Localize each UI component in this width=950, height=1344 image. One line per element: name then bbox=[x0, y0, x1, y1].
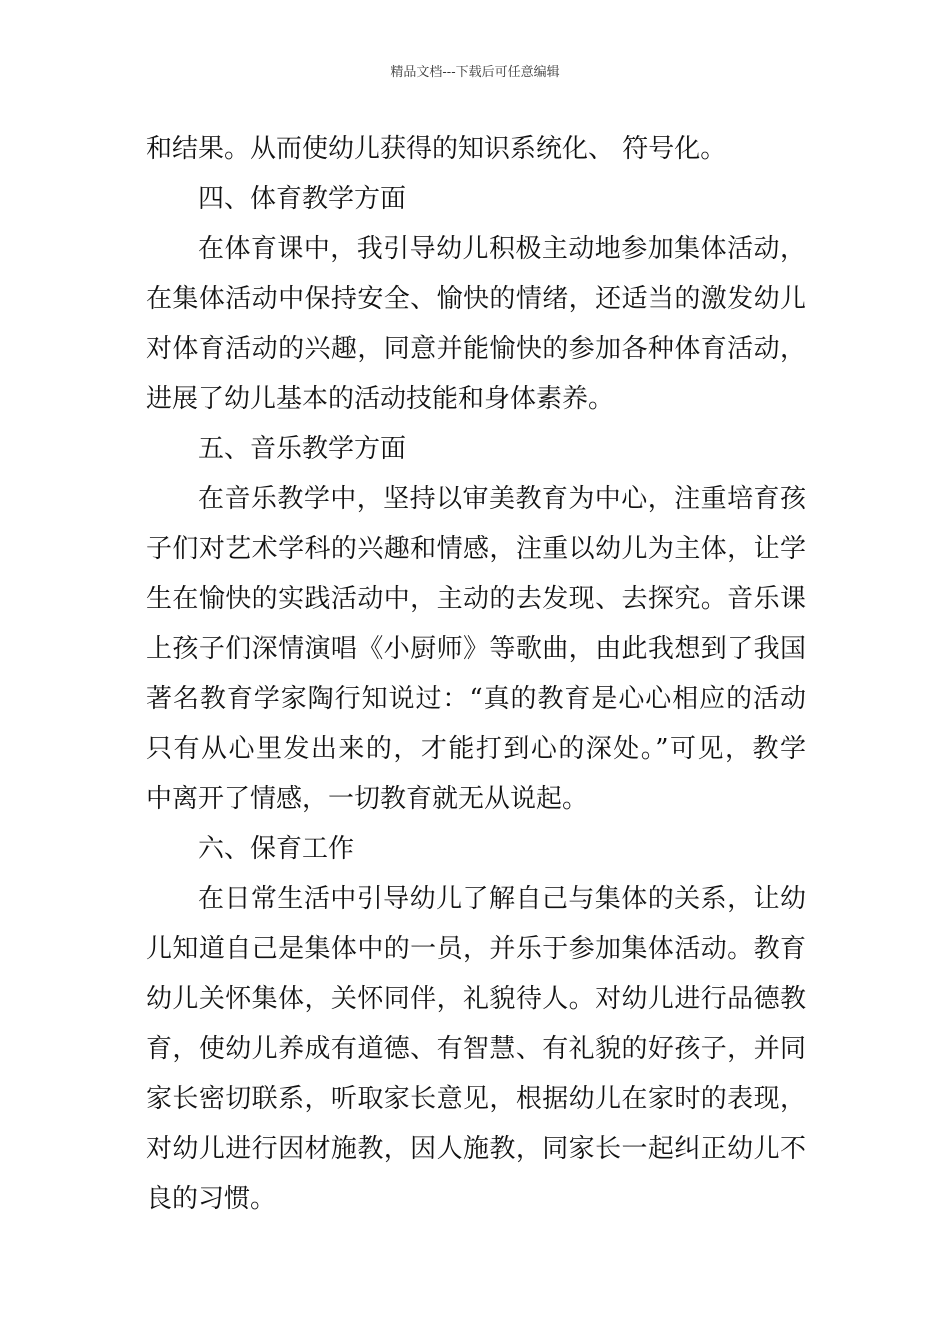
text-line: 对幼儿进行因材施教，因人施教，同家长一起纠正幼儿不 bbox=[146, 1134, 806, 1164]
page-header: 精品文档---下载后可任意编辑 bbox=[390, 65, 560, 80]
document-body bbox=[146, 124, 806, 1224]
text-line: 儿知道自己是集体中的一员，并乐于参加集体活动。教育 bbox=[146, 934, 806, 964]
text-line: 在日常生活中引导幼儿了解自己与集体的关系，让幼 bbox=[198, 884, 806, 914]
text-line: 在体育课中，我引导幼儿积极主动地参加集体活动， bbox=[198, 234, 806, 264]
text-line: 上孩子们深情演唱《小厨师》等歌曲，由此我想到了我国 bbox=[146, 634, 806, 664]
text-line: 中离开了情感，一切教育就无从说起。 bbox=[146, 784, 589, 814]
text-line: 著名教育学家陶行知说过：“真的教育是心心相应的活动 bbox=[146, 684, 806, 714]
text-line: 进展了幼儿基本的活动技能和身体素养。 bbox=[146, 384, 615, 414]
text-line: 和结果。从而使幼儿获得的知识系统化、 符号化。 bbox=[146, 134, 727, 164]
section-heading: 五、音乐教学方面 bbox=[198, 434, 407, 464]
text-line: 幼儿关怀集体，关怀同伴，礼貌待人。对幼儿进行品德教 bbox=[146, 984, 806, 1014]
text-line: 只有从心里发出来的，才能打到心的深处。”可见，教学 bbox=[146, 734, 806, 764]
section-heading: 六、保育工作 bbox=[198, 834, 355, 864]
text-line: 生在愉快的实践活动中，主动的去发现、去探究。音乐课 bbox=[146, 584, 806, 614]
text-line: 对体育活动的兴趣，同意并能愉快的参加各种体育活动， bbox=[146, 334, 806, 364]
text-line: 在音乐教学中，坚持以审美教育为中心，注重培育孩 bbox=[198, 484, 806, 514]
text-line: 子们对艺术学科的兴趣和情感，注重以幼儿为主体，让学 bbox=[146, 534, 806, 564]
text-line: 在集体活动中保持安全、愉快的情绪，还适当的激发幼儿 bbox=[146, 284, 806, 314]
section-heading: 四、体育教学方面 bbox=[198, 184, 407, 214]
text-line: 良的习惯。 bbox=[146, 1184, 277, 1214]
text-line: 家长密切联系，听取家长意见，根据幼儿在家时的表现， bbox=[146, 1084, 806, 1114]
text-line: 育，使幼儿养成有道德、有智慧、有礼貌的好孩子，并同 bbox=[146, 1034, 806, 1064]
